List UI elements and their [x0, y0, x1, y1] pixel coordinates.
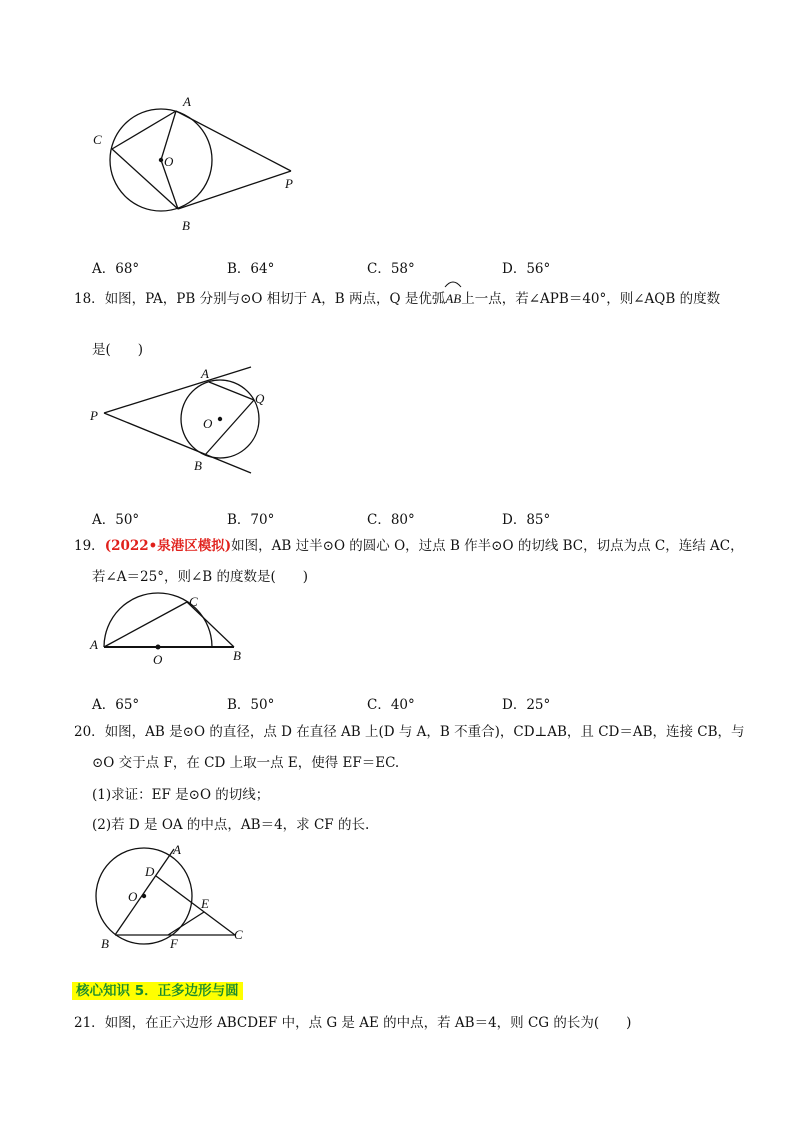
arc-label: AB	[445, 291, 462, 306]
q18-option-d[interactable]: D．85°	[502, 512, 551, 528]
line-ef	[168, 912, 204, 935]
q18-option-c[interactable]: C．80°	[367, 512, 415, 528]
section-title: 核心知识 5．正多边形与圆	[72, 982, 243, 1000]
tangent-pa	[176, 111, 291, 171]
q19-stem	[74, 536, 744, 556]
q17-option-c[interactable]: C．58°	[367, 261, 415, 277]
label-c: C	[234, 927, 243, 942]
label-o: O	[203, 416, 213, 431]
q21-number: 21．	[74, 1015, 105, 1031]
q20-part1: (1)求证：EF 是⊙O 的切线；	[92, 787, 270, 803]
q18-stem	[74, 289, 720, 309]
label-o: O	[128, 889, 138, 904]
label-b: B	[194, 458, 202, 473]
label-o: O	[164, 154, 174, 169]
q17-option-d[interactable]: D．56°	[502, 261, 551, 277]
q17-option-a[interactable]: A．68°	[92, 261, 140, 277]
q21-stem	[74, 1013, 631, 1033]
center-dot	[159, 158, 163, 162]
label-b: B	[233, 648, 241, 663]
arc-ab	[445, 289, 461, 309]
q19-option-c[interactable]: C．40°	[367, 697, 415, 713]
q19-text: 如图，AB 过半⊙O 的圆心 O，过点 B 作半⊙O 的切线 BC，切点为点 C，连结 AC，	[231, 538, 744, 554]
q20-number: 20．	[74, 724, 105, 740]
label-d: D	[145, 864, 155, 879]
label-e: E	[201, 896, 209, 911]
q19-source: (2022•泉港区模拟)	[104, 538, 232, 554]
diameter-ab	[115, 849, 174, 935]
q18-stem-line2: 是( )	[92, 342, 144, 358]
center-dot	[156, 645, 161, 650]
chord-ac	[104, 602, 187, 647]
label-q: Q	[255, 391, 265, 406]
label-f: F	[170, 936, 178, 951]
q20-stem	[74, 722, 745, 742]
q18-text-post: 上一点，若∠APB＝40°，则∠AQB 的度数	[461, 291, 721, 307]
arc-mark-icon	[444, 280, 462, 288]
figure-q19	[88, 592, 258, 667]
label-c: C	[93, 132, 102, 147]
q18-text-pre: 如图，PA，PB 分别与⊙O 相切于 A，B 两点，Q 是优弧	[104, 291, 446, 307]
label-a: A	[201, 366, 209, 381]
tangent-pb	[104, 413, 251, 473]
q19-stem-line2: 若∠A＝25°，则∠B 的度数是( )	[92, 569, 309, 585]
q20-text: 如图，AB 是⊙O 的直径，点 D 在直径 AB 上(D 与 A，B 不重合)，CD⊥AB，且 CD＝AB，连接 CB，与	[104, 724, 745, 740]
label-a: A	[173, 842, 181, 857]
label-a: A	[183, 94, 191, 109]
label-a: A	[90, 637, 98, 652]
q18-option-b[interactable]: B．70°	[227, 512, 275, 528]
label-b: B	[182, 218, 190, 233]
section-heading	[72, 979, 243, 999]
center-dot	[142, 894, 146, 898]
figure-q20	[88, 838, 258, 953]
label-c: C	[189, 594, 198, 609]
q19-option-d[interactable]: D．25°	[502, 697, 551, 713]
q21-text: 如图，在正六边形 ABCDEF 中，点 G 是 AE 的中点，若 AB＝4，则 CG 的长为( )	[104, 1015, 632, 1031]
center-dot	[218, 417, 222, 421]
q20-stem-line2: ⊙O 交于点 F，在 CD 上取一点 E，使得 EF＝EC.	[92, 755, 400, 771]
q19-option-a[interactable]: A．65°	[92, 697, 140, 713]
q18-number: 18．	[74, 291, 105, 307]
label-b: B	[101, 936, 109, 951]
q20-part2: (2)若 D 是 OA 的中点，AB＝4，求 CF 的长.	[92, 817, 370, 833]
figure-q17	[80, 90, 310, 240]
line-dc	[156, 876, 235, 935]
label-o: O	[153, 652, 163, 667]
q19-option-b[interactable]: B．50°	[227, 697, 275, 713]
q19-number: 19．	[74, 538, 105, 554]
q17-option-b[interactable]: B．64°	[227, 261, 275, 277]
label-p: P	[285, 176, 293, 191]
q18-option-a[interactable]: A．50°	[92, 512, 140, 528]
label-p: P	[90, 408, 98, 423]
figure-q18	[88, 363, 288, 478]
tangent-pb	[178, 171, 291, 209]
